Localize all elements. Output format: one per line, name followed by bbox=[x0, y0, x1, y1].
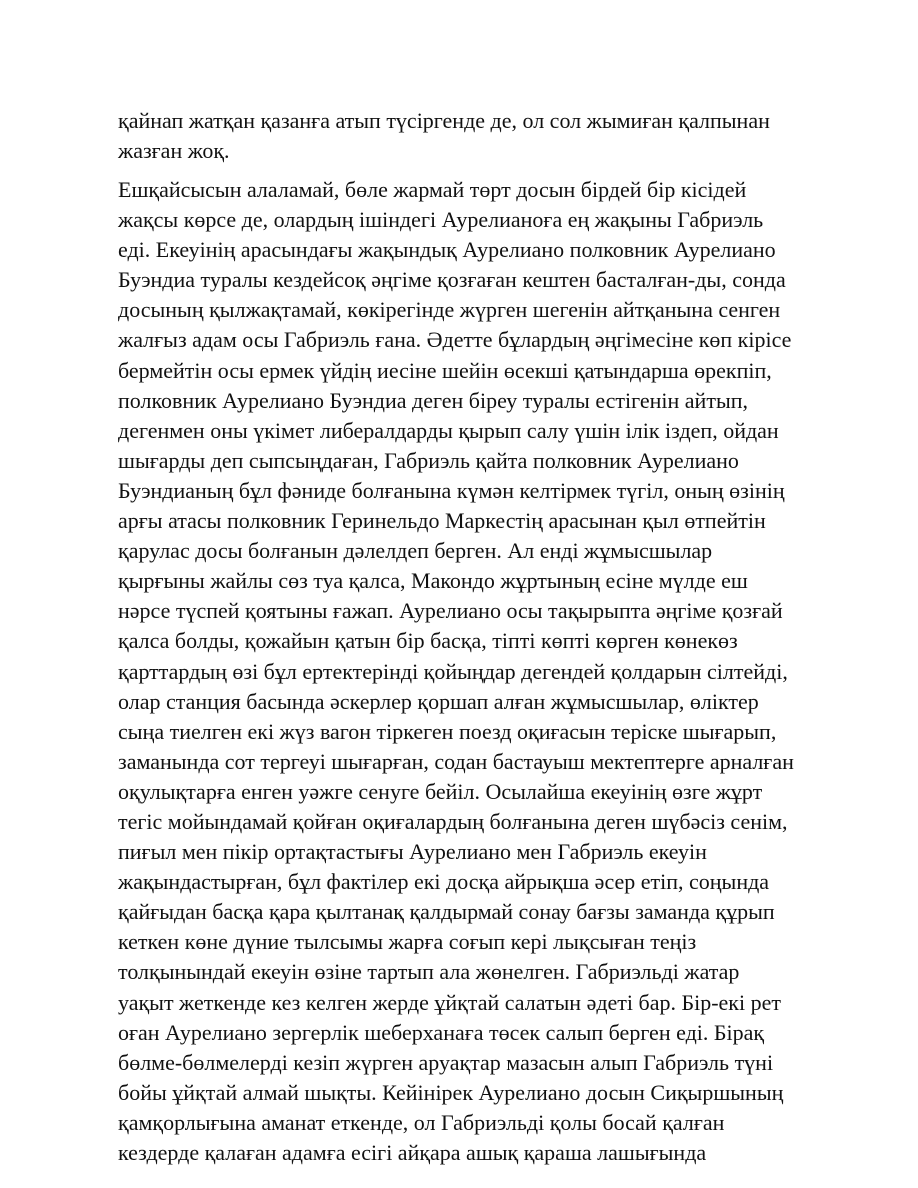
text-line: бойы ұйқтай алмай шықты. Кейінірек Аурелиано досын Сиқыршының bbox=[118, 1079, 784, 1105]
text-line: бөлме-бөлмелерді кезіп жүрген аруақтар мазасын алып Габриэль түні bbox=[118, 1049, 774, 1075]
text-line: оған Аурелиано зергерлік шеберханаға төсек салып берген еді. Бірақ bbox=[118, 1019, 765, 1045]
text-line: олар станция басында әскерлер қоршап алған жұмысшылар, өліктер bbox=[118, 688, 759, 714]
text-line: Буэндиа туралы кездейсоқ әңгіме қозғаған кештен басталған-ды, сонда bbox=[118, 267, 786, 293]
text-line: жазған жоқ. bbox=[118, 138, 230, 164]
text-line: нәрсе түспей қоятыны ғажап. Аурелиано осы тақырыпта әңгіме қозғай bbox=[118, 598, 783, 624]
text-line: жақсы көрсе де, олардың ішіндегі Аурелианоға ең жақыны Габриэль bbox=[118, 207, 764, 233]
text-line: қалса болды, қожайын қатын бір басқа, тіпті көпті көрген көнекөз bbox=[118, 628, 738, 654]
text-line: қарттардың өзі бұл ертектерінді қойыңдар дегендей қолдарын сілтейді, bbox=[118, 658, 788, 684]
paragraph-1 bbox=[118, 106, 818, 166]
text-line: еді. Екеуінің арасындағы жақындық Аурелиано полковник Аурелиано bbox=[118, 237, 776, 263]
text-line: қайғыдан басқа қара қылтанақ қалдырмай сонау бағзы заманда құрып bbox=[118, 899, 775, 925]
text-line: толқынындай екеуін өзіне тартып ала жөнелген. Габриэльді жатар bbox=[118, 959, 740, 985]
text-line: қамқорлығына аманат еткенде, ол Габриэльді қолы босай қалған bbox=[118, 1109, 725, 1135]
paragraph-2 bbox=[118, 175, 818, 1168]
text-line: арғы атасы полковник Геринельдо Маркестің арасынан қыл өтпейтін bbox=[118, 508, 766, 534]
text-line: қарулас досы болғанын дәлелдеп берген. Ал енді жұмысшылар bbox=[118, 538, 713, 564]
text-line: полковник Аурелиано Буэндиа деген біреу туралы естігенін айтып, bbox=[118, 387, 748, 413]
text-line: жалғыз адам осы Габриэль ғана. Әдетте бұлардың әңгімесіне көп кірісе bbox=[118, 327, 792, 353]
text-line: дегенмен оны үкімет либералдарды қырып салу үшін ілік іздеп, ойдан bbox=[118, 417, 779, 443]
text-line: заманында сот тергеуі шығарған, содан бастауыш мектептерге арналған bbox=[118, 748, 794, 774]
text-line: жақындастырған, бұл фактілер екі досқа айрықша әсер етіп, соңында bbox=[118, 869, 770, 895]
text-line: пиғыл мен пікір ортақтастығы Аурелиано мен Габриэль екеуін bbox=[118, 839, 707, 865]
text-line: Буэндианың бұл фәниде болғанына күмән келтірмек түгіл, оның өзінің bbox=[118, 477, 785, 503]
text-line: сыңа тиелген екі жүз вагон тіркеген поезд оқиғасын теріске шығарып, bbox=[118, 718, 777, 744]
text-line: Ешқайсысын алаламай, бөле жармай төрт досын бірдей бір кісідей bbox=[118, 177, 747, 202]
text-line: тегіс мойындамай қойған оқиғалардың болғанына деген шүбәсіз сенім, bbox=[118, 808, 788, 834]
text-line: шығарды деп сыпсыңдаған, Габриэль қайта полковник Аурелиано bbox=[118, 447, 739, 473]
text-line: уақыт жеткенде кез келген жерде ұйқтай салатын әдеті бар. Бір-екі рет bbox=[118, 989, 781, 1015]
text-line: қырғыны жайлы сөз туа қалса, Макондо жұртының есіне мүлде еш bbox=[118, 568, 748, 594]
text-line: бермейтін осы ермек үйдің иесіне шейін өсекші қатындарша өрекпіп, bbox=[118, 357, 772, 383]
text-line: кездерде қалаған адамға есігі айқара ашық қараша лашығында bbox=[118, 1140, 707, 1165]
text-line: кеткен көне дүние тылсымы жарға соғып кері лықсыған теңіз bbox=[118, 929, 697, 955]
text-line: қайнап жатқан қазанға атып түсіргенде де, ол сол жымиған қалпынан bbox=[118, 108, 770, 133]
text-line: оқулықтарға енген уәжге сенуге бейіл. Осылайша екеуінің өзге жұрт bbox=[118, 778, 763, 804]
text-line: досының қылжақтамай, көкірегінде жүрген шегенін айтқанына сенген bbox=[118, 297, 781, 323]
